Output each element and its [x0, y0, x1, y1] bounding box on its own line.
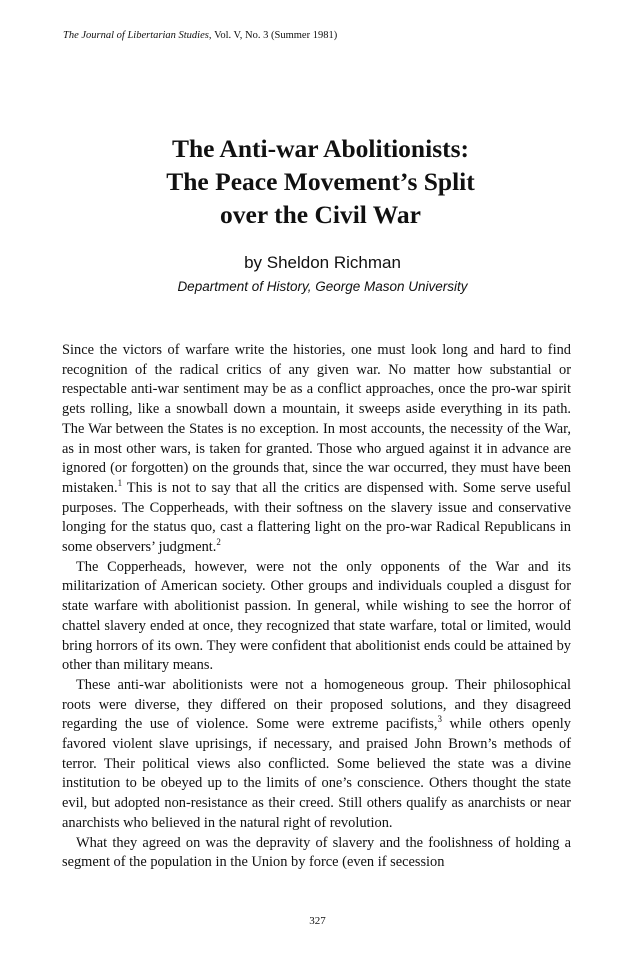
running-header: [63, 30, 337, 41]
paragraph-text: This is not to say that all the critics are dispensed with. Some serve useful purposes. The Copperheads, with their softness on the slavery issue and conservative longing for the status quo, cast a flattering light on the pro-war Radical Republicans in some observers’ judgment.: [62, 479, 571, 556]
article-body: [62, 341, 571, 873]
body-paragraph: [62, 341, 571, 558]
body-paragraph: [62, 558, 571, 676]
author-affiliation: Department of History, George Mason University: [177, 279, 468, 294]
article-title: [0, 132, 635, 231]
title-line: over the Civil War: [220, 200, 421, 229]
body-paragraph: [62, 676, 571, 834]
footnote-ref-2: 2: [216, 537, 221, 548]
footnote-ref-1: 1: [117, 478, 123, 489]
author-byline: by Sheldon Richman: [244, 253, 401, 272]
paragraph-text: Since the victors of warfare write the histories, one must look long and hard to find recognition of the radical critics of any given war. No matter how substantial or respectable anti-war sentiment may be as a conflict approaches, once the pro-war spirit gets rolling, like a snowball down a mountain, it sweeps aside everything in its path. The War between the States is no exception. In most accounts, the necessity of the War, as in most other wars, is taken for granted. Those who argued against it in advance are ignored (or forgotten) on the grounds that, since the war occurred, they must have been mistaken.: [62, 342, 571, 496]
body-paragraph: [62, 834, 571, 873]
volume-info: Vol. V, No. 3 (Summer 1981): [214, 30, 338, 41]
footnote-ref-3: 3: [437, 714, 442, 725]
title-line: The Anti-war Abolitionists:: [171, 134, 470, 163]
title-line: The Peace Movement’s Split: [166, 167, 475, 196]
page-number: 327: [309, 915, 326, 927]
paragraph-text: while others openly favored violent slave uprisings, if necessary, and praised John Brown’s methods of terror. Their political views also conflicted. Some believed the state was a divine institution to be obeyed up to the limits of one’s conscience. Others thought the state evil, but adopted non-resistance as their creed. Still others qualify as anarchists or near anarchists who believed in the natural right of revolution.: [62, 716, 571, 831]
journal-name: The Journal of Libertarian Studies,: [63, 30, 212, 41]
paragraph-text: The Copperheads, however, were not the only opponents of the War and its militarization of American society. Other groups and individuals coupled a disgust for state warfare with abolitionist passion. In general, while wishing to see the horror of chattel slavery ended at once, they recognized that state warfare, total or limited, would bring horrors of its own. They were confident that abolitionist ends could be attained by other than military means.: [62, 558, 571, 674]
paragraph-text: These anti-war abolitionists were not a homogeneous group. Their philosophical roots were diverse, they differed on their proposed solutions, and they disagreed regarding the use of violence. Some were extreme pacifists,: [62, 676, 571, 733]
paragraph-text: What they agreed on was the depravity of slavery and the foolishness of holding a segment of the population in the Union by force (even if secession: [62, 834, 571, 871]
